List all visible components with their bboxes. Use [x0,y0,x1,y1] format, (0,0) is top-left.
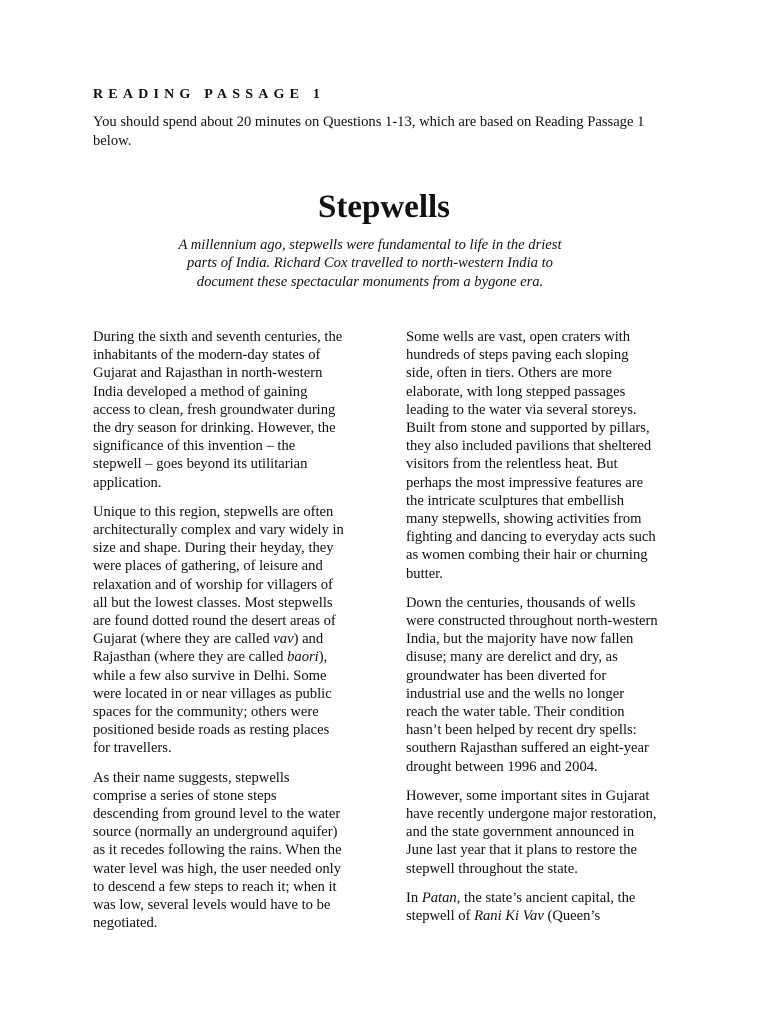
text-line: fighting and dancing to everyday acts such [406,529,656,546]
text-line: India developed a method of gaining [93,383,308,400]
text-line: elaborate, with long stepped passages [406,383,626,400]
text-line: Some wells are vast, open craters with [406,329,631,345]
text-line: butter. [406,565,443,582]
text-line: they also included pavilions that sheltered [406,438,652,455]
text-line: drought between 1996 and 2004. [406,758,598,775]
text-line: significance of this invention – the [93,438,296,455]
text-line: Down the centuries, thousands of wells [406,594,636,611]
text-fragment: In [406,889,422,906]
text-line: as women combing their hair or churning [406,547,648,564]
text-line: side, often in tiers. Others are more [406,365,612,382]
text-line [406,889,678,907]
paragraph [93,769,365,933]
text-line: water level was high, the user needed only [93,860,342,877]
text-line: India, but the majority have now fallen [406,631,634,648]
text-line [406,907,678,925]
text-line: size and shape. During their heyday, they [93,540,334,557]
text-line: were constructed throughout north-western [406,613,658,630]
text-line: groundwater has been diverted for [406,667,607,684]
text-line: are found dotted round the desert areas of [93,613,336,630]
text-fragment: , the state’s ancient capital, the [456,889,636,906]
standfirst-line: A millennium ago, stepwells were fundamental to life in the driest [178,237,562,253]
paragraph [406,787,678,878]
text-line: stepwell throughout the state. [406,860,578,877]
paragraph [406,889,678,925]
text-line: negotiated. [93,915,158,932]
italic-term: Rani Ki Vav [474,908,544,925]
text-fragment: stepwell of [406,908,475,925]
text-line: stepwell – goes beyond its utilitarian [93,456,308,473]
text-line: for travellers. [93,740,172,757]
text-line: spaces for the community; others were [93,704,319,721]
text-line: comprise a series of stone steps [93,787,277,804]
text-line: was low, several levels would have to be [93,897,331,914]
text-line: were located in or near villages as public [93,685,332,702]
text-line: and the state government announced in [406,824,635,841]
text-line: disuse; many are derelict and dry, as [406,649,618,666]
section-heading: READING PASSAGE 1 [93,87,326,102]
text-fragment: (Queen’s [543,908,601,925]
instructions-line: You should spend about 20 minutes on Questions 1-13, which are based on Reading Passage [93,114,634,130]
text-line: the intricate sculptures that embellish [406,492,625,509]
text-line: have recently undergone major restoration, [406,806,657,823]
text-line: were places of gathering, of leisure and [93,558,323,575]
text-line: positioned beside roads as resting places [93,722,330,739]
text-line: many stepwells, showing activities from [406,511,642,528]
text-line: to descend a few steps to reach it; when it [93,878,337,895]
text-line: visitors from the relentless heat. But [406,456,618,473]
standfirst-line: parts of India. Richard Cox travelled to north-western India to [187,255,553,272]
text-line: hasn’t been helped by recent dry spells: [406,722,637,739]
text-line: Built from stone and supported by pillars, [406,420,650,437]
instructions [93,113,678,150]
text-fragment: ) and [293,631,324,648]
text-line: access to clean, fresh groundwater during [93,401,336,418]
italic-term: vav [273,631,294,648]
text-line: Gujarat and Rajasthan in north-western [93,365,323,382]
text-line [93,648,365,666]
instructions-line: 1 below. [93,114,645,149]
article-title: Stepwells [318,189,450,225]
text-fragment: Gujarat (where they are called [93,631,274,648]
text-line: June last year that it plans to restore the [406,842,637,859]
text-line: descending from ground level to the water [93,806,341,823]
text-line: architecturally complex and vary widely in [93,522,344,539]
paragraph [406,328,678,583]
text-fragment: ), [318,649,328,666]
paragraph [93,328,365,492]
italic-term: baori [287,649,319,666]
text-line: as it recedes following the rains. When the [93,842,342,859]
text-line: reach the water table. Their condition [406,704,625,721]
text-line [93,630,365,648]
italic-term: Patan [421,889,457,906]
text-line: inhabitants of the modern-day states of [93,347,321,364]
paragraph [93,503,365,758]
text-line: During the sixth and seventh centuries, the [93,329,343,345]
text-line: Unique to this region, stepwells are often [93,503,334,520]
text-line: industrial use and the wells no longer [406,685,625,702]
text-line: the dry season for drinking. However, the [93,420,336,437]
text-fragment: Rajasthan (where they are called [93,649,288,666]
text-line: relaxation and of worship for villagers of [93,576,333,593]
text-line: while a few also survive in Delhi. Some [93,667,327,684]
text-line: perhaps the most impressive features are [406,474,644,491]
text-line: source (normally an underground aquifer) [93,824,338,841]
text-line: application. [93,474,162,491]
text-line: all but the lowest classes. Most stepwells [93,594,333,611]
paragraph [406,594,678,776]
text-line: However, some important sites in Gujarat [406,787,650,804]
text-line: southern Rajasthan suffered an eight-year [406,740,649,757]
article-standfirst [160,236,580,291]
text-line: leading to the water via several storeys. [406,401,637,418]
standfirst-line: document these spectacular monuments from a bygone era. [196,273,544,290]
text-line: hundreds of steps paving each sloping [406,347,629,364]
text-line: As their name suggests, stepwells [93,769,290,786]
right-column [406,328,678,936]
left-column [93,328,365,944]
